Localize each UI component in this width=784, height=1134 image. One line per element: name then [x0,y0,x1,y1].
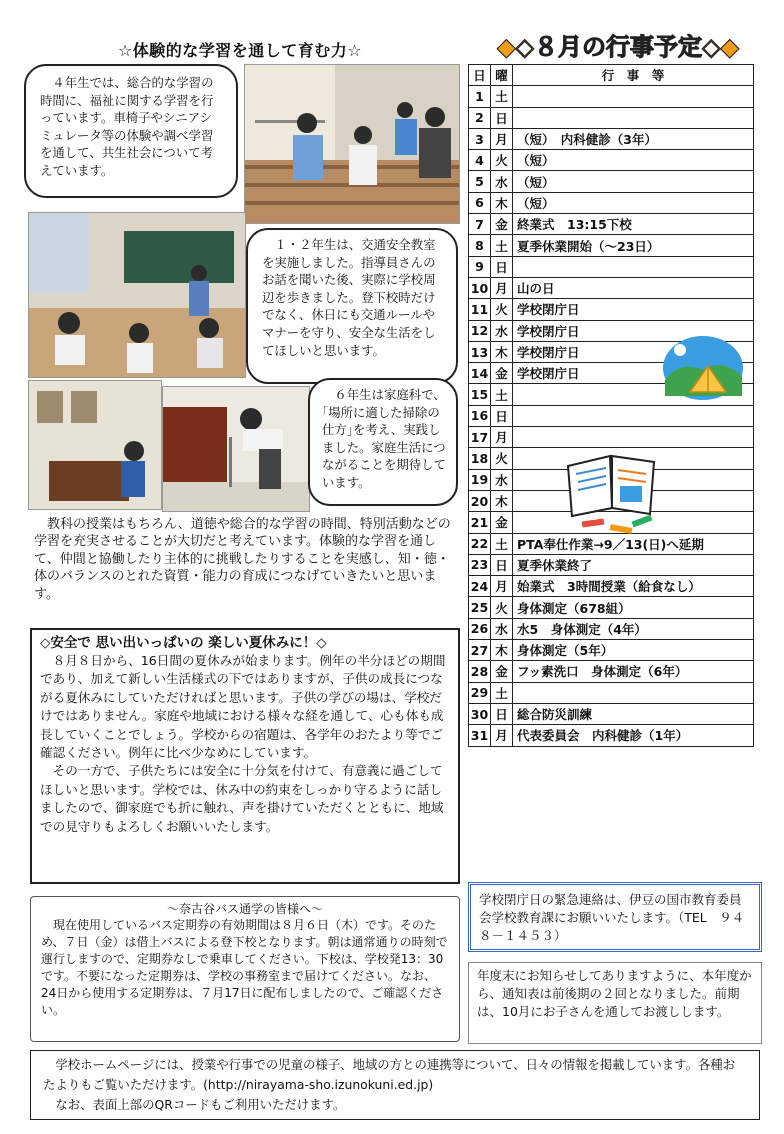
schedule-weekday: 木 [491,640,513,661]
footer-line1: 学校ホームページには、授業や行事での児童の様子、地域の方との連携等について、日々の情報を掲載しています。各種おたよりもご覧いただけます。(http://nirayama-sho.izunokuni.ed.jp) [43,1057,736,1092]
schedule-weekday: 火 [491,299,513,320]
schedule-weekday: 水 [491,171,513,192]
schedule-event [513,427,754,448]
schedule-day: 5 [469,171,491,192]
schedule-weekday: 月 [491,725,513,746]
report-notice-text: 年度末にお知らせしてありますように、本年度から、通知表は前後期の２回となりました。前期は、10月にお子さんを通してお渡しします。 [477,968,752,1019]
grade4-text: ４年生では、総合的な学習の時間に、福祉に関する学習を行っています。車椅子やシニアシミュレータ等の体験や調べ学習を通して、共生社会について考えています。 [40,75,214,178]
schedule-body [469,86,754,746]
schedule-row [469,405,754,426]
schedule-row [469,661,754,682]
schedule-weekday: 土 [491,384,513,405]
schedule-day: 4 [469,150,491,171]
photo-grade4-wheelchair [244,64,460,224]
schedule-row [469,107,754,128]
schedule-event: 代表委員会 内科健診（1年） [513,725,754,746]
schedule-row [469,554,754,575]
schedule-weekday: 火 [491,150,513,171]
schedule-weekday: 金 [491,363,513,384]
schedule-weekday: 土 [491,235,513,256]
schedule-weekday: 日 [491,405,513,426]
schedule-day: 28 [469,661,491,682]
schedule-weekday: 木 [491,341,513,362]
schedule-weekday: 火 [491,448,513,469]
schedule-table [468,64,754,747]
schedule-row [469,640,754,661]
schedule-day: 8 [469,235,491,256]
schedule-day: 6 [469,192,491,213]
schedule-event: 夏季休業終了 [513,554,754,575]
schedule-weekday: 水 [491,469,513,490]
schedule-event: 始業式 3時間授業（給食なし） [513,576,754,597]
schedule-day: 18 [469,448,491,469]
schedule-row [469,86,754,107]
schedule-day: 19 [469,469,491,490]
schedule-weekday: 土 [491,86,513,107]
schedule-day: 12 [469,320,491,341]
bus-notice-box [30,896,460,1042]
schedule-day: 14 [469,363,491,384]
schedule-day: 10 [469,277,491,298]
schedule-weekday: 日 [491,107,513,128]
schedule-day: 21 [469,512,491,533]
schedule-row [469,277,754,298]
schedule-day: 2 [469,107,491,128]
header-event: 行 事 等 [513,65,754,86]
schedule-weekday: 水 [491,320,513,341]
summer-body: ８月８日から、16日間の夏休みが始まります。例年の半分ほどの期間であり、加えて新しい生活様式の下ではありますが、子供の成長につながる夏休みにしていただければと思います。子供の学びの場は、学校だけではありません。家庭や地域における様々な経を通して、心も体も成長していくことでしょう。学校からの宿題は、各学年のおたより等でご確認ください。例年に比べ少なめにしています。 その一方で、子供たちには安全に十分気を付けて、有意義に過ごしてほしいと思います。学校では、休み中の約束をしっかり守るように話しましたので、御家庭でも折に触れ、声を掛けていただくとともに、地域での見守りもよろしくお願いいたします。 [40,653,446,834]
photo-grade12-classroom [28,212,246,378]
schedule-event [513,256,754,277]
schedule-event: 夏季休業開始（～23日） [513,235,754,256]
photo-grade6-left-image [29,381,161,509]
schedule-day: 15 [469,384,491,405]
schedule-weekday: 金 [491,512,513,533]
schedule-day: 7 [469,214,491,235]
book-crayons-illustration [562,448,662,543]
schedule-day: 11 [469,299,491,320]
schedule-weekday: 日 [491,554,513,575]
summer-vacation-box [30,628,460,884]
schedule-event: 学校閉庁日 [513,299,754,320]
closure-notice-box [468,882,762,952]
schedule-event: 学校閉庁日 [513,341,754,362]
schedule-event: 身体測定（678組） [513,597,754,618]
schedule-day: 16 [469,405,491,426]
schedule-day: 26 [469,618,491,639]
schedule-event: （短） [513,192,754,213]
schedule-row [469,150,754,171]
schedule-weekday: 水 [491,618,513,639]
schedule-title-banner [468,26,768,64]
schedule-row [469,128,754,149]
bubble-grade6 [308,378,458,506]
schedule-event [513,107,754,128]
bubble-grade12 [246,228,458,384]
schedule-event: フッ素洗口 身体測定（6年） [513,661,754,682]
schedule-row [469,256,754,277]
schedule-row [469,576,754,597]
schedule-weekday: 月 [491,576,513,597]
schedule-weekday: 日 [491,703,513,724]
schedule-day: 27 [469,640,491,661]
bus-body: 現在使用しているバス定期券の有効期間は８月６日（木）です。そのため、７日（金）は借上バスによる登下校となります。朝は通常通りの時刻で運行しますので、定期券なしで乗車してください。下校は、学校発13：30です。不要になった定期券は、学校の事務室まで届けてください。なお、24日から使用する定期券は、７月17日に配布しましたので、ご確認ください。 [41,918,448,1017]
schedule-row [469,597,754,618]
photo-grade4-image [245,65,459,223]
schedule-row [469,192,754,213]
schedule-row [469,427,754,448]
schedule-day: 1 [469,86,491,107]
schedule-day: 30 [469,703,491,724]
schedule-row [469,703,754,724]
schedule-weekday: 月 [491,277,513,298]
schedule-day: 24 [469,576,491,597]
schedule-weekday: 月 [491,128,513,149]
schedule-row [469,235,754,256]
schedule-event: 終業式 13:15下校 [513,214,754,235]
schedule-day: 29 [469,682,491,703]
schedule-event: 学校閉庁日 [513,320,754,341]
schedule-day: 31 [469,725,491,746]
schedule-event: 学校閉庁日 [513,363,754,384]
camping-tent-illustration [660,330,746,400]
header-day: 日 [469,65,491,86]
grade12-text: １・２年生は、交通安全教室を実施しました。指導員さんのお話を聞いた後、実際に学校周辺を歩きました。登下校時だけでなく、休日にも交通ルールやマナーを守り、安全な生活をしてほしいと思います。 [262,237,436,358]
schedule-day: 23 [469,554,491,575]
schedule-event: 水5 身体測定（4年） [513,618,754,639]
photo-grade6-right-image [163,387,309,511]
photo-grade12-image [29,213,245,377]
schedule-event [513,86,754,107]
schedule-weekday: 月 [491,427,513,448]
schedule-event: 身体測定（5年） [513,640,754,661]
schedule-event: （短） 内科健診（3年） [513,128,754,149]
schedule-title: ◆◇８月の行事予定◇◆ [497,33,739,61]
schedule-day: 13 [469,341,491,362]
schedule-event: 総合防災訓練 [513,703,754,724]
schedule-weekday: 土 [491,682,513,703]
footer-line2: なお、表面上部のQRコードもご利用いただけます。 [43,1097,346,1112]
schedule-event [513,405,754,426]
bubble-grade4 [24,64,238,198]
schedule-header-row [469,65,754,86]
schedule-day: 9 [469,256,491,277]
schedule-event: 山の日 [513,277,754,298]
schedule-weekday: 日 [491,256,513,277]
schedule-row [469,171,754,192]
schedule-weekday: 金 [491,214,513,235]
schedule-row [469,682,754,703]
schedule-event: （短） [513,171,754,192]
schedule-day: 22 [469,533,491,554]
schedule-event: PTA奉仕作業→9／13(日)へ延期 [513,533,754,554]
schedule-weekday: 金 [491,661,513,682]
footer-box [30,1050,760,1120]
schedule-weekday: 木 [491,490,513,511]
schedule-weekday: 火 [491,597,513,618]
grade6-text: ６年生は家庭科で、｢場所に適した掃除の仕方｣を考え、実践しました。家庭生活につながることを期待しています。 [322,387,446,490]
bus-title: ～奈古谷バス通学の皆様へ～ [166,902,323,916]
schedule-weekday: 土 [491,533,513,554]
schedule-day: 25 [469,597,491,618]
schedule-row [469,725,754,746]
photo-grade6-cleaning-left [28,380,162,510]
learning-paragraph: 教科の授業はもちろん、道徳や総合的な学習の時間、特別活動などの学習を充実させることが大切だと考えています。体験的な学習を通して、仲間と協働したり主体的に挑戦したりすることを実感し、知・徳・体のバランスのとれた資質・能力の育成につなげていきたいと思います。 [34,517,451,602]
schedule-day: 17 [469,427,491,448]
schedule-weekday: 木 [491,192,513,213]
schedule-row [469,214,754,235]
schedule-day: 3 [469,128,491,149]
schedule-row [469,618,754,639]
photo-grade6-cleaning-right [162,386,310,512]
schedule-day: 20 [469,490,491,511]
schedule-row [469,299,754,320]
summer-title: ◇安全で 思い出いっぱいの 楽しい夏休みに！◇ [40,635,327,651]
schedule-event: （短） [513,150,754,171]
schedule-event [513,682,754,703]
article-headline: ☆体験的な学習を通して育む力☆ [117,41,363,60]
closure-notice-text: 学校閉庁日の緊急連絡は、伊豆の国市教育委員会学校教育課にお願いいたします。（TEL ９４８－１４５３） [479,892,745,943]
report-notice-box [468,962,762,1044]
header-weekday: 曜 [491,65,513,86]
